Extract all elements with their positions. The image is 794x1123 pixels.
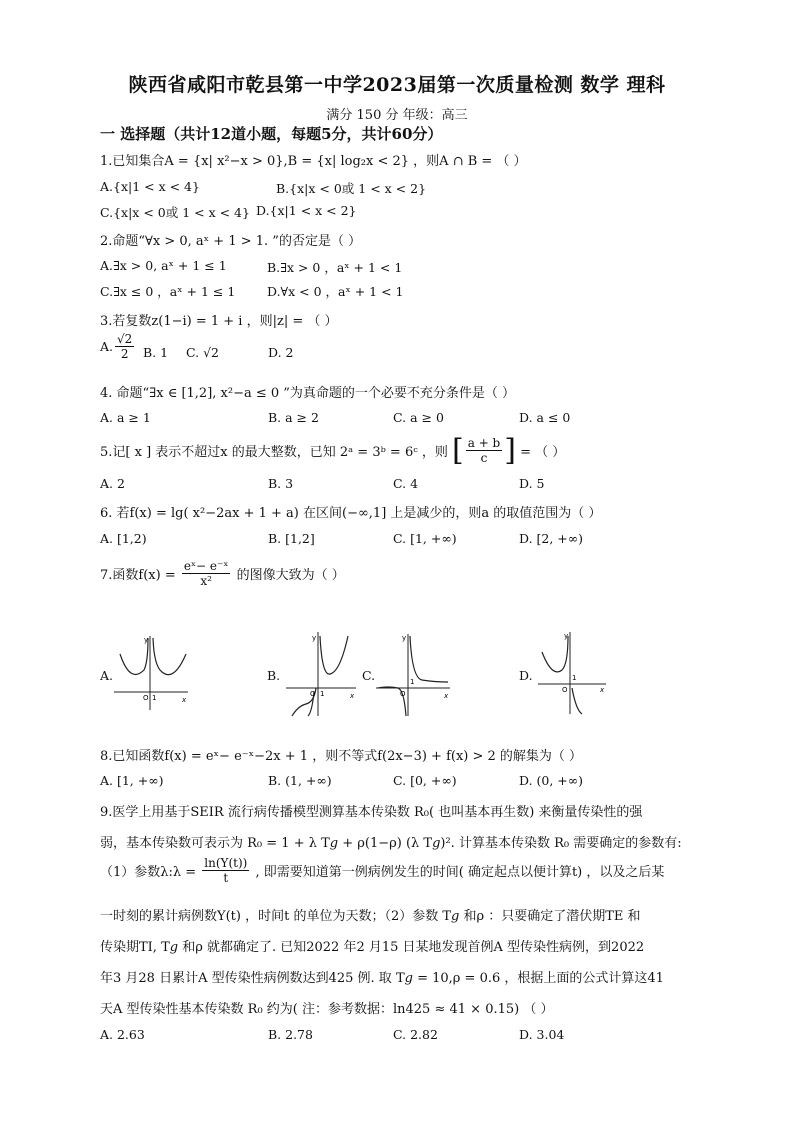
page-title: 陕西省咸阳市乾县第一中学2023届第一次质量检测 数学 理科 — [128, 74, 666, 96]
q7-option-b-label: B. — [267, 668, 281, 683]
q5-option-c: C. 4 — [393, 476, 419, 491]
origin-label: O — [310, 690, 316, 698]
q6-option-a: A. [1,2) — [100, 531, 147, 546]
curve-right — [153, 638, 186, 675]
curve-right — [320, 636, 348, 674]
origin-label: O — [562, 686, 568, 694]
q5-option-b: B. 3 — [268, 476, 294, 491]
x-axis-label: x — [600, 686, 605, 694]
q7-option-c-label: C. — [362, 668, 376, 683]
q2-stem: 2.命题“∀x > 0, aˣ + 1 > 1. ”的否定是（ ） — [100, 234, 362, 249]
q5-stem-end: = （ ） — [520, 445, 566, 460]
q6-option-c: C. [1, +∞) — [393, 531, 457, 546]
q4-option-b: B. a ≥ 2 — [268, 410, 319, 425]
q9-line-3-start: （1）参数λ:λ = — [100, 865, 197, 880]
q7-stem-end: 的图像大致为（ ） — [236, 568, 345, 583]
q5-option-a: A. 2 — [100, 476, 125, 491]
q1-option-a: A.{x|1 < x < 4} — [100, 179, 200, 194]
q9-lambda-fraction — [202, 856, 249, 885]
curve-right — [410, 636, 448, 682]
tick-label: 1 — [152, 694, 157, 702]
q3-option-b: B. 1 — [143, 345, 169, 360]
q9-line-6: 年3 月28 日累计A 型传染性病例数达到425 例. 取 T𝑔 = 10,ρ = 0.6 ，根据上面的公式计算这41 — [100, 971, 664, 986]
q9-option-a: A. 2.63 — [100, 1027, 145, 1042]
curve-left — [542, 636, 568, 672]
q5-bracket-right: ] — [504, 433, 516, 468]
q7-denominator: x² — [200, 574, 212, 588]
q7-stem — [100, 559, 345, 588]
q9-line-5: 传染期TI, T𝑔 和ρ 就都确定了. 已知2022 年2 月15 日某地发现首例A 型传染性病例，到2022 — [100, 940, 645, 955]
y-axis-label: y — [564, 632, 569, 640]
q9-option-d: D. 3.04 — [519, 1027, 565, 1042]
q9-line-2: 弱，基本传染数可表示为 R₀ = 1 + λ T𝑔 + ρ(1−ρ) (λ T𝑔)². 计算基本传染数 R₀ 需要确定的参数有: — [100, 836, 682, 851]
x-axis-label: x — [444, 692, 449, 700]
q3-option-a-label: A. — [100, 339, 114, 354]
q9-option-c: C. 2.82 — [393, 1027, 438, 1042]
q1-option-b: B.{x|x < 0或 1 < x < 2} — [276, 181, 427, 196]
q5-fraction — [466, 436, 503, 465]
q8-stem: 8.已知函数f(x) = eˣ− e⁻ˣ−2x + 1 ，则不等式f(2x−3) + f(x) > 2 的解集为（ ） — [100, 749, 583, 764]
q7-option-b-graph — [284, 628, 360, 720]
q5-bracket-left: [ — [452, 433, 464, 468]
q5-stem — [100, 433, 565, 468]
x-axis-label: x — [350, 692, 355, 700]
section-heading: 一 选择题（共计12道小题，每题5分，共计60分） — [100, 125, 443, 143]
q8-option-a: A. [1, +∞) — [100, 773, 164, 788]
q5-option-d: D. 5 — [519, 476, 545, 491]
q7-option-a-label: A. — [100, 668, 114, 683]
q8-option-d: D. (0, +∞) — [519, 773, 584, 788]
q8-option-b: B. (1, +∞) — [268, 773, 332, 788]
origin-label: O — [143, 694, 149, 702]
q1-option-c: C.{x|x < 0或 1 < x < 4} — [100, 205, 250, 220]
q9-lambda-numerator: ln(Y(t)) — [204, 856, 248, 870]
q4-option-d: D. a ≤ 0 — [519, 410, 571, 425]
q2-option-c: C.∃x ≤ 0 ，aˣ + 1 ≤ 1 — [100, 284, 236, 299]
tick-label: 1 — [410, 678, 415, 686]
q2-option-d: D.∀x < 0 ，aˣ + 1 < 1 — [267, 284, 404, 299]
q8-option-c: C. [0, +∞) — [393, 773, 457, 788]
q2-option-a: A.∃x > 0, aˣ + 1 ≤ 1 — [100, 258, 227, 273]
q5-denominator: c — [480, 451, 488, 465]
q9-lambda-denominator: t — [223, 871, 229, 885]
q7-fraction — [182, 559, 231, 588]
curve-right — [572, 688, 582, 714]
q6-option-d: D. [2, +∞) — [519, 531, 584, 546]
q3-option-a — [100, 332, 136, 361]
q3-option-a-numerator: √2 — [117, 332, 133, 346]
q6-option-b: B. [1,2] — [268, 531, 315, 546]
q9-line-3 — [100, 856, 700, 885]
tick-label: 1 — [320, 690, 325, 698]
q3-stem: 3.若复数z(1−i) = 1 + i ，则|z| = （ ） — [100, 314, 338, 329]
q7-option-a-graph — [112, 632, 192, 712]
q1-stem: 1.已知集合A = {x| x²−x > 0},B = {x| log₂x < 2} ，则A ∩ B = （ ） — [100, 154, 527, 169]
q7-option-d-label: D. — [519, 668, 533, 683]
page-subtitle: 满分 150 分 年级：高三 — [326, 108, 468, 123]
q7-option-c-graph — [374, 630, 454, 720]
q2-option-b: B.∃x > 0 ，aˣ + 1 < 1 — [267, 260, 403, 275]
q7-numerator: eˣ− e⁻ˣ — [183, 559, 229, 573]
q3-option-c: C. √2 — [186, 345, 219, 360]
q9-line-4: 一时刻的累计病例数Y(t) ，时间t 的单位为天数；（2）参数 T𝑔 和ρ ：只要确定了潜伏期TE 和 — [100, 909, 641, 924]
q3-option-d: D. 2 — [268, 345, 294, 360]
q9-line-3-end: , 即需要知道第一例病例发生的时间( 确定起点以便计算t) ，以及之后某 — [255, 865, 665, 880]
q1-option-d: D.{x|1 < x < 2} — [256, 203, 357, 218]
q6-stem: 6. 若f(x) = lg( x²−2ax + 1 + a) 在区间(−∞,1] 上是减少的，则a 的取值范围为（ ） — [100, 506, 602, 521]
q5-numerator: a + b — [467, 436, 501, 450]
q9-line-7: 天A 型传染性基本传染数 R₀ 约为( 注：参考数据：ln425 ≈ 41 × 0.15) （ ） — [100, 1002, 554, 1017]
q7-option-d-graph — [536, 628, 610, 718]
q3-option-a-denominator: 2 — [120, 347, 129, 361]
q9-line-1: 9.医学上用基于SEIR 流行病传播模型测算基本传染数 R₀( 也叫基本再生数) 来衡量传染性的强 — [100, 805, 643, 820]
q4-option-a: A. a ≥ 1 — [100, 410, 151, 425]
q4-option-c: C. a ≥ 0 — [393, 410, 444, 425]
q3-option-a-fraction — [115, 332, 134, 361]
x-axis-label: x — [182, 696, 187, 704]
q7-stem-text: 7.函数f(x) = — [100, 568, 176, 583]
q5-stem-text: 5.记[ x ] 表示不超过x 的最大整数，已知 2ᵃ = 3ᵇ = 6ᶜ ，则 — [100, 445, 448, 460]
origin-label: O — [400, 690, 406, 698]
y-axis-label: y — [402, 634, 407, 642]
y-axis-label: y — [312, 634, 317, 642]
q4-stem: 4. 命题“∃x ∈ [1,2], x²−a ≤ 0 ”为真命题的一个必要不充分条件是（ ） — [100, 386, 516, 401]
y-axis-label: y — [144, 636, 149, 644]
tick-label: 1 — [572, 674, 577, 682]
q9-option-b: B. 2.78 — [268, 1027, 313, 1042]
